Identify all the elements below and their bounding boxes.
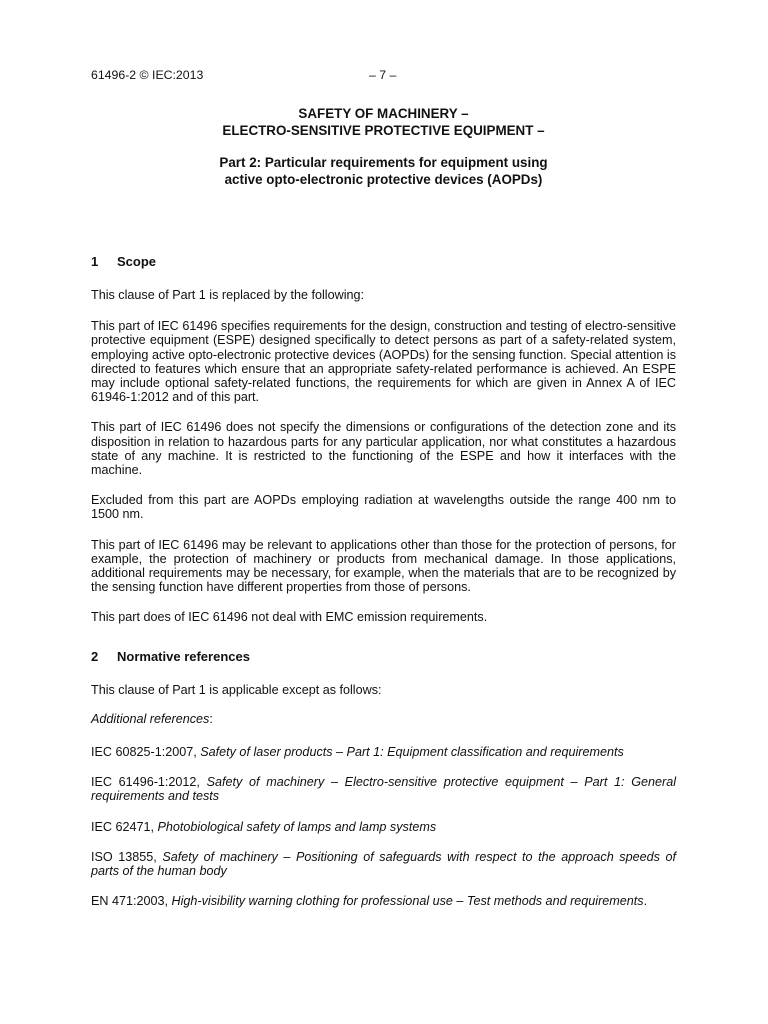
reference-title: Safety of machinery – Positioning of safeguards with respect to the approach speeds of parts of the human body: [91, 849, 677, 879]
reference-title: High-visibility warning clothing for professional use – Test methods and requirements: [171, 894, 644, 909]
part-title-line-1: Part 2: Particular requirements for equipment using: [219, 155, 548, 170]
additional-references-label: Additional references:: [91, 711, 213, 726]
reference-id: ISO 13855,: [91, 849, 157, 864]
reference-id: EN 471:2003,: [91, 894, 169, 909]
running-header: [91, 68, 676, 83]
scope-paragraph: This part does of IEC 61496 not deal with EMC emission requirements.: [91, 610, 488, 625]
reference-title: Safety of machinery – Electro-sensitive protective equipment – Part 1: General requirements and tests: [91, 775, 677, 804]
section-heading-normative-references: [91, 649, 676, 665]
section-title: Scope: [117, 254, 157, 269]
title-line-2: ELECTRO-SENSITIVE PROTECTIVE EQUIPMENT –: [222, 122, 545, 138]
normative-intro: This clause of Part 1 is applicable except as follows:: [91, 682, 382, 697]
scope-paragraph: This part of IEC 61496 may be relevant to applications other than those for the protection of persons, for example, the protection of machinery or products from mechanical damage. In those applications, additional requirements may be necessary, for example, when the materials that are to be recognized by the sensing function have different properties from those of persons.: [91, 537, 676, 595]
reference-entry: [91, 775, 676, 803]
main-title: [91, 106, 676, 139]
section-heading-scope: [91, 254, 676, 270]
scope-paragraph: This clause of Part 1 is replaced by the following:: [91, 288, 365, 302]
title-line-1: SAFETY OF MACHINERY –: [298, 106, 469, 121]
reference-title: Safety of laser products – Part 1: Equipment classification and requirements: [200, 745, 624, 760]
scope-paragraph: This part of IEC 61496 specifies requirements for the design, construction and testing of electro-sensitive protective equipment (ESPE) designed specifically to detect persons as part of a safety-related system, employing active opto-electronic protective devices (AOPDs) for the sensing function. Special attention is directed to features which ensure that an appropriate safety-related performance is achieved. An ESPE may include optional safety-related functions, the requirements for which are given in Annex A of IEC 61946-1:2012 and of this part.: [91, 319, 676, 405]
reference-id: IEC 62471,: [91, 819, 155, 834]
reference-entry: [91, 745, 676, 759]
page-number: – 7 –: [369, 68, 397, 82]
section-title: Normative references: [117, 648, 250, 664]
reference-title: Photobiological safety of lamps and lamp systems: [157, 819, 437, 834]
reference-entry: [91, 820, 676, 834]
reference-id: IEC 60825-1:2007,: [91, 745, 197, 760]
section-number: 2: [91, 648, 99, 664]
reference-id: IEC 61496-1:2012,: [91, 775, 200, 790]
document-title: [91, 106, 676, 188]
reference-entry: EN 471:2003, High-visibility warning clothing for professional use – Test methods and requirements.: [91, 894, 648, 909]
scope-paragraph: This part of IEC 61496 does not specify the dimensions or configurations of the detection zone and its disposition in relation to hazardous parts for any particular application, nor what constitutes a hazardous state of any machine. It is restricted to the functioning of the ESPE and how it interfaces with the machine.: [91, 420, 676, 478]
part-title-line-2: active opto-electronic protective devices (AOPDs): [224, 171, 543, 187]
standard-id: 61496-2 © IEC:2013: [91, 68, 204, 82]
section-number: 1: [91, 254, 99, 269]
reference-entry: [91, 850, 676, 878]
part-title: [91, 155, 676, 188]
document-page: [91, 68, 676, 908]
scope-paragraph: Excluded from this part are AOPDs employing radiation at wavelengths outside the range 400 nm to 1500 nm.: [91, 493, 676, 522]
